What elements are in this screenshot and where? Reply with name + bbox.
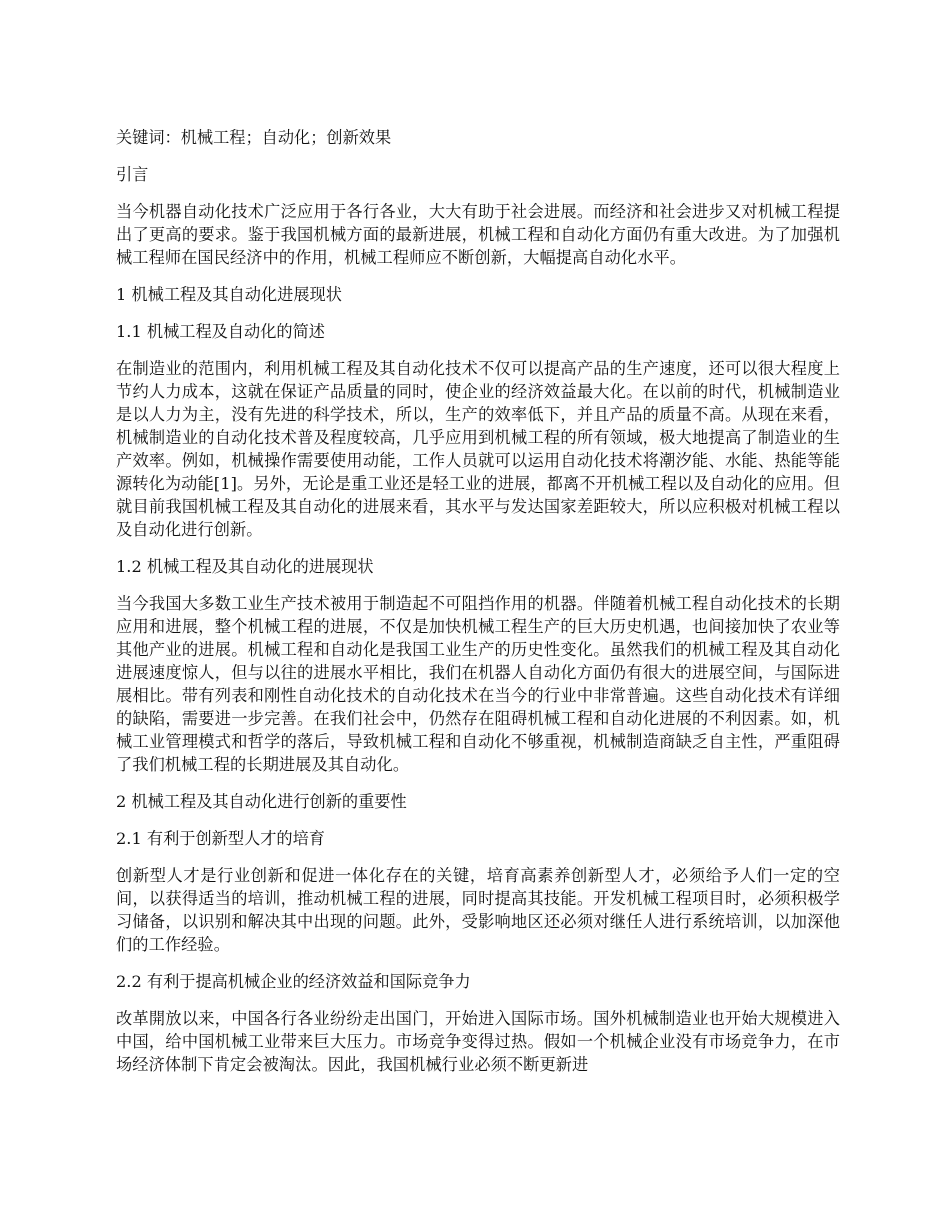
section-1-2-paragraph: 当今我国大多数工业生产技术被用于制造起不可阻挡作用的机器。伴随着机械工程自动化技术的长期应用和进展，整个机械工程的进展，不仅是加快机械工程生产的巨大历史机遇，也间接加快了农业等其他产业的进展。机械工程和自动化是我国工业生产的历史性变化。虽然我们的机械工程及其自动化进展速度惊人，但与以往的进展水平相比，我们在机器人自动化方面仍有很大的进展空间，与国际进展相比。带有列表和刚性自动化技术的自动化技术在当今的行业中非常普遍。这些自动化技术有详细的缺陷，需要进一步完善。在我们社会中，仍然存在阻碍机械工程和自动化进展的不利因素。如，机械工业管理模式和哲学的落后，导致机械工程和自动化不够重视，机械制造商缺乏自主性，严重阻碍了我们机械工程的长期进展及其自动化。 <box>116 594 840 774</box>
section-2-2-heading: 2.2 有利于提高机械企业的经济效益和国际竞争力 <box>116 972 471 991</box>
section-2-heading: 2 机械工程及其自动化进行创新的重要性 <box>116 792 407 811</box>
document-page <box>116 126 840 1076</box>
section-1-1-paragraph: 在制造业的范围内，利用机械工程及其自动化技术不仅可以提高产品的生产速度，还可以很大程度上节约人力成本，这就在保证产品质量的同时，使企业的经济效益最大化。在以前的时代，机械制造业是以人力为主，没有先进的科学技术，所以，生产的效率低下，并且产品的质量不高。从现在来看，机械制造业的自动化技术普及程度较高，几乎应用到机械工程的所有领域，极大地提高了制造业的生产效率。例如，机械操作需要使用动能，工作人员就可以运用自动化技术将潮汐能、水能、热能等能源转化为动能[1]。另外，无论是重工业还是轻工业的进展，都离不开机械工程以及自动化的应用。但就目前我国机械工程及其自动化的进展来看，其水平与发达国家差距较大，所以应积极对机械工程以及自动化进行创新。 <box>116 359 840 539</box>
intro-paragraph: 当今机器自动化技术广泛应用于各行各业，大大有助于社会进展。而经济和社会进步又对机械工程提出了更高的要求。鉴于我国机械方面的最新进展，机械工程和自动化方面仍有重大改进。为了加强机械工程师在国民经济中的作用，机械工程师应不断创新，大幅提高自动化水平。 <box>116 202 840 267</box>
section-2-1-heading: 2.1 有利于创新型人才的培育 <box>116 829 325 848</box>
section-2-2-paragraph: 改革開放以来，中国各行各业纷纷走出国门，开始进入国际市场。国外机械制造业也开始大规模进入中国，给中国机械工业带来巨大压力。市场竞争变得过热。假如一个机械企业没有市场竞争力，在市场经济体制下肯定会被淘汰。因此，我国机械行业必须不断更新进 <box>116 1009 840 1074</box>
section-2-1-paragraph: 创新型人才是行业创新和促进一体化存在的关键，培育高素养创新型人才，必须给予人们一定的空间，以获得适当的培训，推动机械工程的进展，同时提高其技能。开发机械工程项目时，必须积极学习储备，以识别和解决其中出现的问题。此外，受影响地区还必须对继任人进行系统培训，以加深他们的工作经验。 <box>116 866 840 954</box>
intro-heading: 引言 <box>116 165 149 184</box>
section-1-heading: 1 机械工程及其自动化进展现状 <box>116 285 342 304</box>
section-1-2-heading: 1.2 机械工程及其自动化的进展现状 <box>116 557 374 576</box>
section-1-1-heading: 1.1 机械工程及自动化的简述 <box>116 322 325 341</box>
keywords-line: 关键词：机械工程；自动化；创新效果 <box>116 128 392 147</box>
